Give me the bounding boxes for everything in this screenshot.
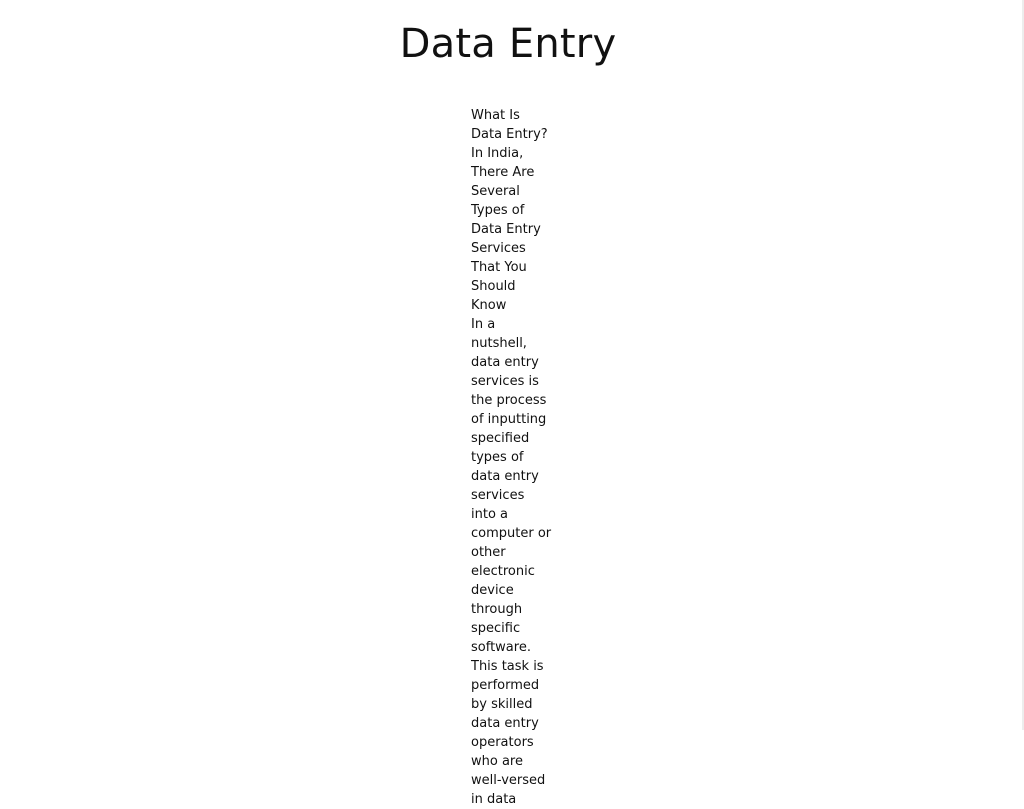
article-column <box>471 106 553 809</box>
article-heading: What Is Data Entry? In India, There Are Several Types of Data Entry Services That You Should Know <box>471 108 548 313</box>
page-title: Data Entry <box>399 21 617 67</box>
article-body: In a nutshell, data entry services is the process of inputting specified types of data entry services into a computer or other electronic device through specific software. This task is performed by skilled data entry operators who are well-versed in data <box>471 317 552 807</box>
